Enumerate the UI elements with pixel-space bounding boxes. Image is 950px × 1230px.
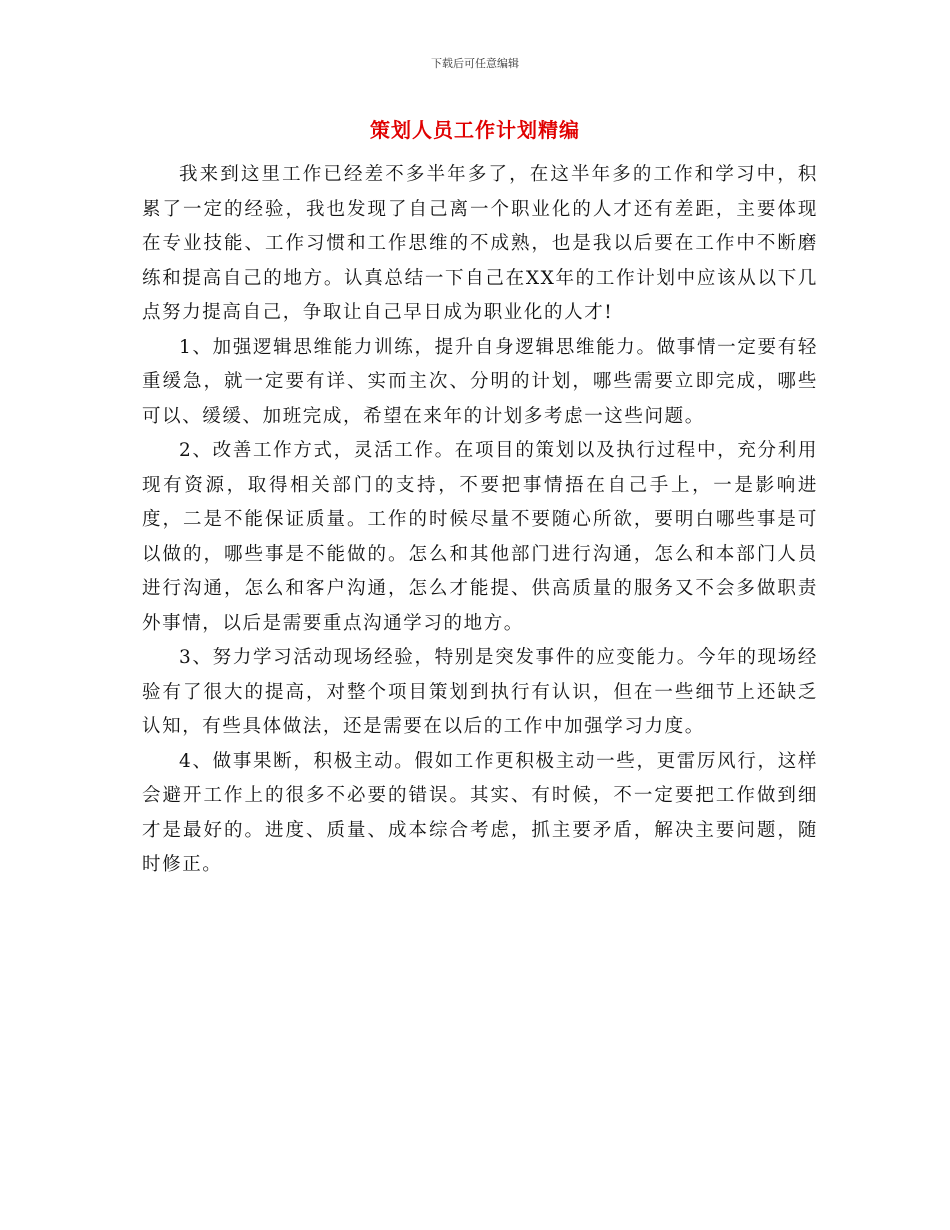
document-body [142, 158, 818, 883]
paragraph-point-1: 1、加强逻辑思维能力训练，提升自身逻辑思维能力。做事情一定要有轻重缓急，就一定要有详、实而主次、分明的计划，哪些需要立即完成，哪些可以、缓缓、加班完成，希望在来年的计划多考虑一这些问题。 [142, 336, 818, 427]
paragraph-point-4: 4、做事果断，积极主动。假如工作更积极主动一些，更雷厉风行，这样会避开工作上的很多不必要的错误。其实、有时候，不一定要把工作做到细才是最好的。进度、质量、成本综合考虑，抓主要矛盾，解决主要问题，随时修正。 [142, 750, 818, 875]
page-header: 下载后可任意编辑 [431, 57, 519, 70]
paragraph-point-3: 3、努力学习活动现场经验，特别是突发事件的应变能力。今年的现场经验有了很大的提高，对整个项目策划到执行有认识，但在一些细节上还缺乏认知，有些具体做法，还是需要在以后的工作中加强学习力度。 [142, 647, 818, 737]
paragraph-point-2: 2、改善工作方式，灵活工作。在项目的策划以及执行过程中，充分利用现有资源，取得相关部门的支持，不要把事情捂在自己手上，一是影响进度，二是不能保证质量。工作的时候尽量不要随心所欲，要明白哪些事是可以做的，哪些事是不能做的。怎么和其他部门进行沟通，怎么和本部门人员进行沟通，怎么和客户沟通，怎么才能提、供高质量的服务又不会多做职责外事情，以后是需要重点沟通学习的地方。 [142, 440, 818, 634]
document-title: 策划人员工作计划精编 [370, 118, 580, 142]
intro-paragraph: 我来到这里工作已经差不多半年多了，在这半年多的工作和学习中，积累了一定的经验，我也发现了自己离一个职业化的人才还有差距，主要体现在专业技能、工作习惯和工作思维的不成熟，也是我以后要在工作中不断磨练和提高自己的地方。认真总结一下自己在XX年的工作计划中应该从以下几点努力提高自己，争取让自己早日成为职业化的人才! [142, 164, 818, 323]
